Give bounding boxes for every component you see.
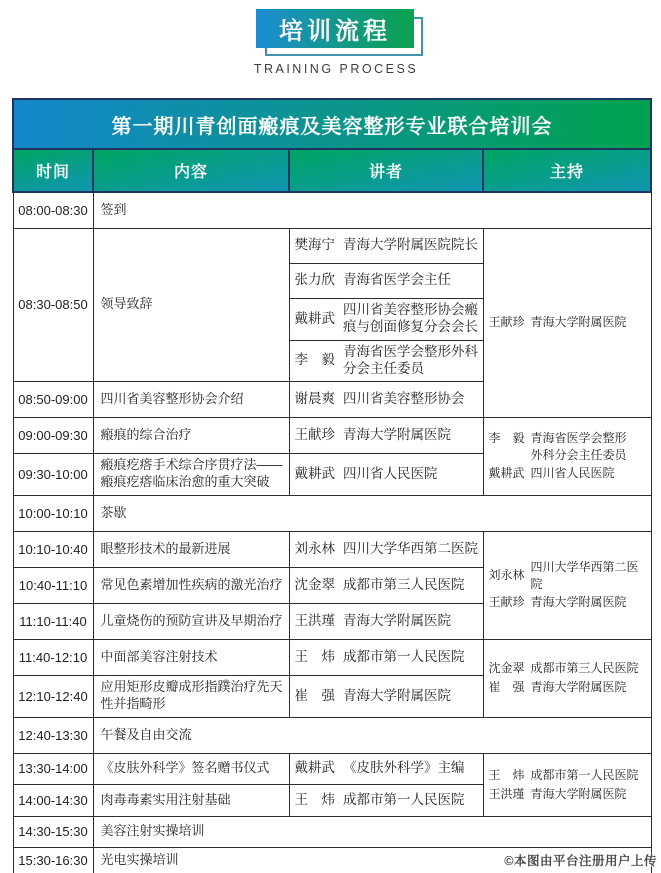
table-row [13, 717, 651, 753]
col-header-time: 时间 [13, 149, 93, 192]
table-row [13, 816, 651, 847]
content-cell: 瘢痕疙瘩手术综合序贯疗法——瘢痕疙瘩临床治愈的重大突破 [93, 453, 289, 495]
speaker-cell [289, 417, 483, 453]
host-name: 崔 强 [488, 680, 525, 694]
time-cell: 14:30-15:30 [13, 816, 93, 847]
content-cell: 茶歇 [93, 495, 651, 531]
host-affiliation: 四川省人民医院 [530, 466, 615, 481]
speaker-cell [289, 639, 483, 675]
col-header-content: 内容 [93, 149, 289, 192]
speaker-affiliation: 青海省医学会整形外科分会主任委员 [343, 343, 478, 376]
host-affiliation: 成都市第三人民医院 [530, 661, 639, 676]
col-header-host: 主持 [483, 149, 651, 192]
time-cell: 12:40-13:30 [13, 717, 93, 753]
content-cell: 光电实操培训 [93, 847, 651, 873]
speaker-name: 戴耕武 [294, 760, 335, 776]
table-title-row [13, 99, 651, 149]
speaker-affiliation: 青海大学附属医院 [343, 612, 451, 628]
host-cell [483, 417, 651, 495]
host-cell [483, 639, 651, 717]
speaker-cell [289, 381, 483, 417]
content-cell: 常见色素增加性疾病的激光治疗 [93, 567, 289, 603]
time-cell: 08:50-09:00 [13, 381, 93, 417]
speaker-cell [289, 567, 483, 603]
speaker-name: 刘永林 [294, 540, 335, 556]
speaker-name: 戴耕武 [294, 465, 335, 481]
content-cell: 应用矩形皮瓣成形指蹼治疗先天性并指畸形 [93, 675, 289, 717]
speaker-name: 张力欣 [294, 272, 335, 288]
host-name: 王献珍 [488, 595, 525, 610]
speaker-affiliation: 四川省美容整形协会瘢痕与创面修复分会会长 [343, 302, 478, 334]
host-affiliation: 成都市第一人民医院 [530, 767, 639, 782]
content-cell: 四川省美容整形协会介绍 [93, 381, 289, 417]
speaker-affiliation: 四川省美容整形协会 [343, 390, 465, 406]
training-banner [256, 9, 414, 48]
speaker-affiliation: 青海大学附属医院 [343, 687, 451, 703]
col-header-speaker: 讲者 [289, 149, 483, 192]
speaker-name: 王洪瑾 [294, 612, 335, 628]
speaker-cell [289, 675, 483, 717]
speaker-cell [289, 753, 483, 784]
host-name: 戴耕武 [488, 466, 525, 481]
speaker-name: 戴耕武 [294, 310, 335, 326]
host-affiliation: 青海大学附属医院 [530, 595, 627, 610]
banner-title: 培训流程 [256, 9, 414, 48]
host-name: 沈金翠 [488, 661, 525, 676]
time-cell: 08:30-08:50 [13, 228, 93, 381]
watermark: ©本图由平台注册用户上传 [504, 854, 657, 868]
table-row [13, 495, 651, 531]
host-affiliation: 青海省医学会整形外科分会主任委员 [530, 430, 627, 462]
speaker-cell [289, 531, 483, 567]
content-cell: 午餐及自由交流 [93, 717, 651, 753]
host-affiliation: 青海大学附属医院 [530, 315, 627, 330]
time-cell: 14:00-14:30 [13, 784, 93, 816]
content-cell: 儿童烧伤的预防宣讲及早期治疗 [93, 603, 289, 639]
speaker-name: 樊海宁 [294, 237, 335, 253]
host-affiliation: 四川大学华西第二医院 [530, 559, 639, 591]
host-name: 刘永林 [488, 568, 525, 583]
content-cell: 眼整形技术的最新进展 [93, 531, 289, 567]
time-cell: 12:10-12:40 [13, 675, 93, 717]
table-row [13, 639, 651, 675]
speaker-cell [289, 603, 483, 639]
host-cell [483, 531, 651, 639]
time-cell: 10:00-10:10 [13, 495, 93, 531]
speaker-affiliation: 成都市第一人民医院 [343, 791, 465, 807]
speaker-cell [289, 263, 483, 298]
speaker-affiliation: 成都市第三人民医院 [343, 576, 465, 592]
content-cell: 肉毒毒素实用注射基础 [93, 784, 289, 816]
time-cell: 10:10-10:40 [13, 531, 93, 567]
speaker-affiliation: 四川大学华西第二医院 [343, 540, 478, 556]
speaker-affiliation: 《皮肤外科学》主编 [343, 760, 465, 776]
speaker-cell [289, 228, 483, 263]
time-cell: 13:30-14:00 [13, 753, 93, 784]
content-cell: 瘢痕的综合治疗 [93, 417, 289, 453]
content-cell: 《皮肤外科学》签名赠书仪式 [93, 753, 289, 784]
table-row [13, 417, 651, 453]
host-name: 李 毅 [488, 430, 525, 445]
table-row [13, 228, 651, 263]
host-cell [483, 753, 651, 816]
host-name: 王 炜 [488, 767, 525, 782]
table-title: 第一期川青创面瘢痕及美容整形专业联合培训会 [13, 99, 651, 149]
time-cell: 15:30-16:30 [13, 847, 93, 873]
banner-subtitle: TRAINING PROCESS [253, 62, 419, 76]
time-cell: 08:00-08:30 [13, 192, 93, 228]
speaker-cell [289, 298, 483, 340]
speaker-cell [289, 784, 483, 816]
speaker-name: 王献珍 [294, 426, 335, 442]
speaker-affiliation: 青海大学附属医院院长 [343, 237, 478, 253]
speaker-name: 崔 强 [294, 687, 335, 703]
host-cell [483, 228, 651, 417]
content-cell: 中面部美容注射技术 [93, 639, 289, 675]
speaker-affiliation: 四川省人民医院 [343, 465, 438, 481]
time-cell: 11:10-11:40 [13, 603, 93, 639]
speaker-name: 谢晨爽 [294, 390, 335, 406]
content-cell: 美容注射实操培训 [93, 816, 651, 847]
table-row [13, 192, 651, 228]
content-cell: 领导致辞 [93, 228, 289, 381]
table-header-row [13, 149, 651, 192]
speaker-affiliation: 青海省医学会主任 [343, 272, 451, 288]
table-row [13, 753, 651, 784]
schedule-table [12, 98, 652, 873]
host-name: 王洪瑾 [488, 786, 525, 801]
speaker-affiliation: 青海大学附属医院 [343, 426, 451, 442]
table-row [13, 531, 651, 567]
speaker-name: 李 毅 [294, 352, 335, 368]
host-name: 王献珍 [488, 315, 525, 330]
speaker-cell [289, 340, 483, 381]
speaker-name: 王 炜 [294, 791, 335, 807]
speaker-affiliation: 成都市第一人民医院 [343, 648, 465, 664]
time-cell: 09:00-09:30 [13, 417, 93, 453]
time-cell: 10:40-11:10 [13, 567, 93, 603]
time-cell: 09:30-10:00 [13, 453, 93, 495]
host-affiliation: 青海大学附属医院 [530, 786, 627, 801]
time-cell: 11:40-12:10 [13, 639, 93, 675]
speaker-name: 沈金翠 [294, 576, 335, 592]
content-cell: 签到 [93, 192, 651, 228]
host-affiliation: 青海大学附属医院 [530, 680, 627, 694]
speaker-name: 王 炜 [294, 648, 335, 664]
speaker-cell [289, 453, 483, 495]
